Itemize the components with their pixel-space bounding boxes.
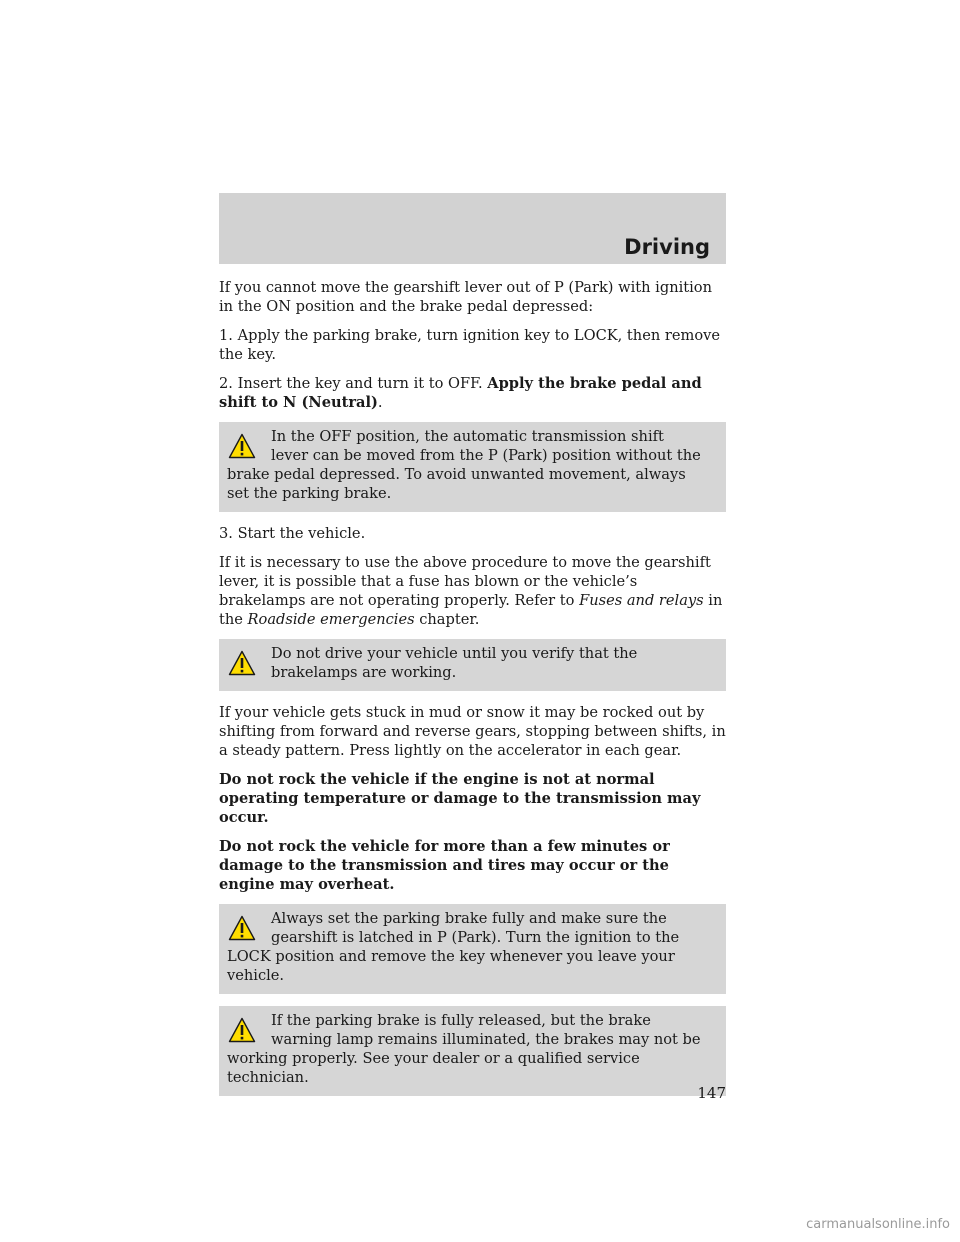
fuse-paragraph-text: If it is necessary to use the above procedure to move the gearshift lever, it is possible that a fuse has blown or the vehicle’s brakelamps are not operating properly. Refer to [219, 554, 711, 609]
warning-text-2: Do not drive your vehicle until you verify that the brakelamps are working. [271, 645, 638, 681]
step-3: 3. Start the vehicle. [219, 525, 366, 542]
warning-text-4: If the parking brake is fully released, but the brake warning lamp remains illuminated, the brakes may not be working properly. See your dealer or a qualified service technician. [227, 1012, 701, 1086]
roadside-reference: Roadside emergencies [247, 611, 415, 628]
fuses-reference: Fuses and relays [579, 592, 704, 609]
step-2-bold: Apply the brake pedal and shift to N (Neutral) [219, 375, 702, 411]
page-content [219, 278, 726, 1108]
step-2-text: 2. Insert the key and turn it to OFF. [219, 375, 488, 392]
fuse-paragraph-end: chapter. [414, 611, 480, 628]
intro-paragraph: If you cannot move the gearshift lever out of P (Park) with ignition in the ON position and the brake pedal depressed: [219, 279, 712, 315]
fuse-paragraph-mid: in the [219, 592, 723, 628]
step-2 [219, 374, 726, 412]
bold-caution-1: Do not rock the vehicle if the engine is not at normal operating temperature or damage to the transmission may occur. [219, 771, 701, 826]
section-title: Driving [624, 235, 710, 259]
fuse-paragraph [219, 553, 726, 629]
warning-triangle-icon [228, 650, 256, 676]
warning-box-3 [219, 904, 726, 994]
step-2-end: . [377, 394, 383, 411]
bold-caution-2: Do not rock the vehicle for more than a few minutes or damage to the transmission and tires may occur or the engine may overheat. [219, 838, 670, 893]
warning-triangle-icon [228, 915, 256, 941]
page-number: 147 [697, 1084, 726, 1102]
warning-box-1 [219, 422, 726, 512]
warning-triangle-icon [228, 433, 256, 459]
warning-text-1: In the OFF position, the automatic transmission shift lever can be moved from the P (Park) position without the brake pedal depressed. To avoid unwanted movement, always set the parking brake. [227, 428, 701, 502]
rocking-paragraph: If your vehicle gets stuck in mud or snow it may be rocked out by shifting from forward and reverse gears, stopping between shifts, in a steady pattern. Press lightly on the accelerator in each gear. [219, 704, 726, 759]
warning-triangle-icon [228, 1017, 256, 1043]
warning-box-4 [219, 1006, 726, 1096]
section-header-band [219, 193, 726, 264]
step-1: 1. Apply the parking brake, turn ignition key to LOCK, then remove the key. [219, 327, 720, 363]
warning-text-3: Always set the parking brake fully and make sure the gearshift is latched in P (Park). Turn the ignition to the LOCK position and remove the key whenever you leave your vehicle. [227, 910, 680, 984]
watermark-logo: carmanualsonline.info [806, 1217, 950, 1232]
warning-box-2 [219, 639, 726, 691]
